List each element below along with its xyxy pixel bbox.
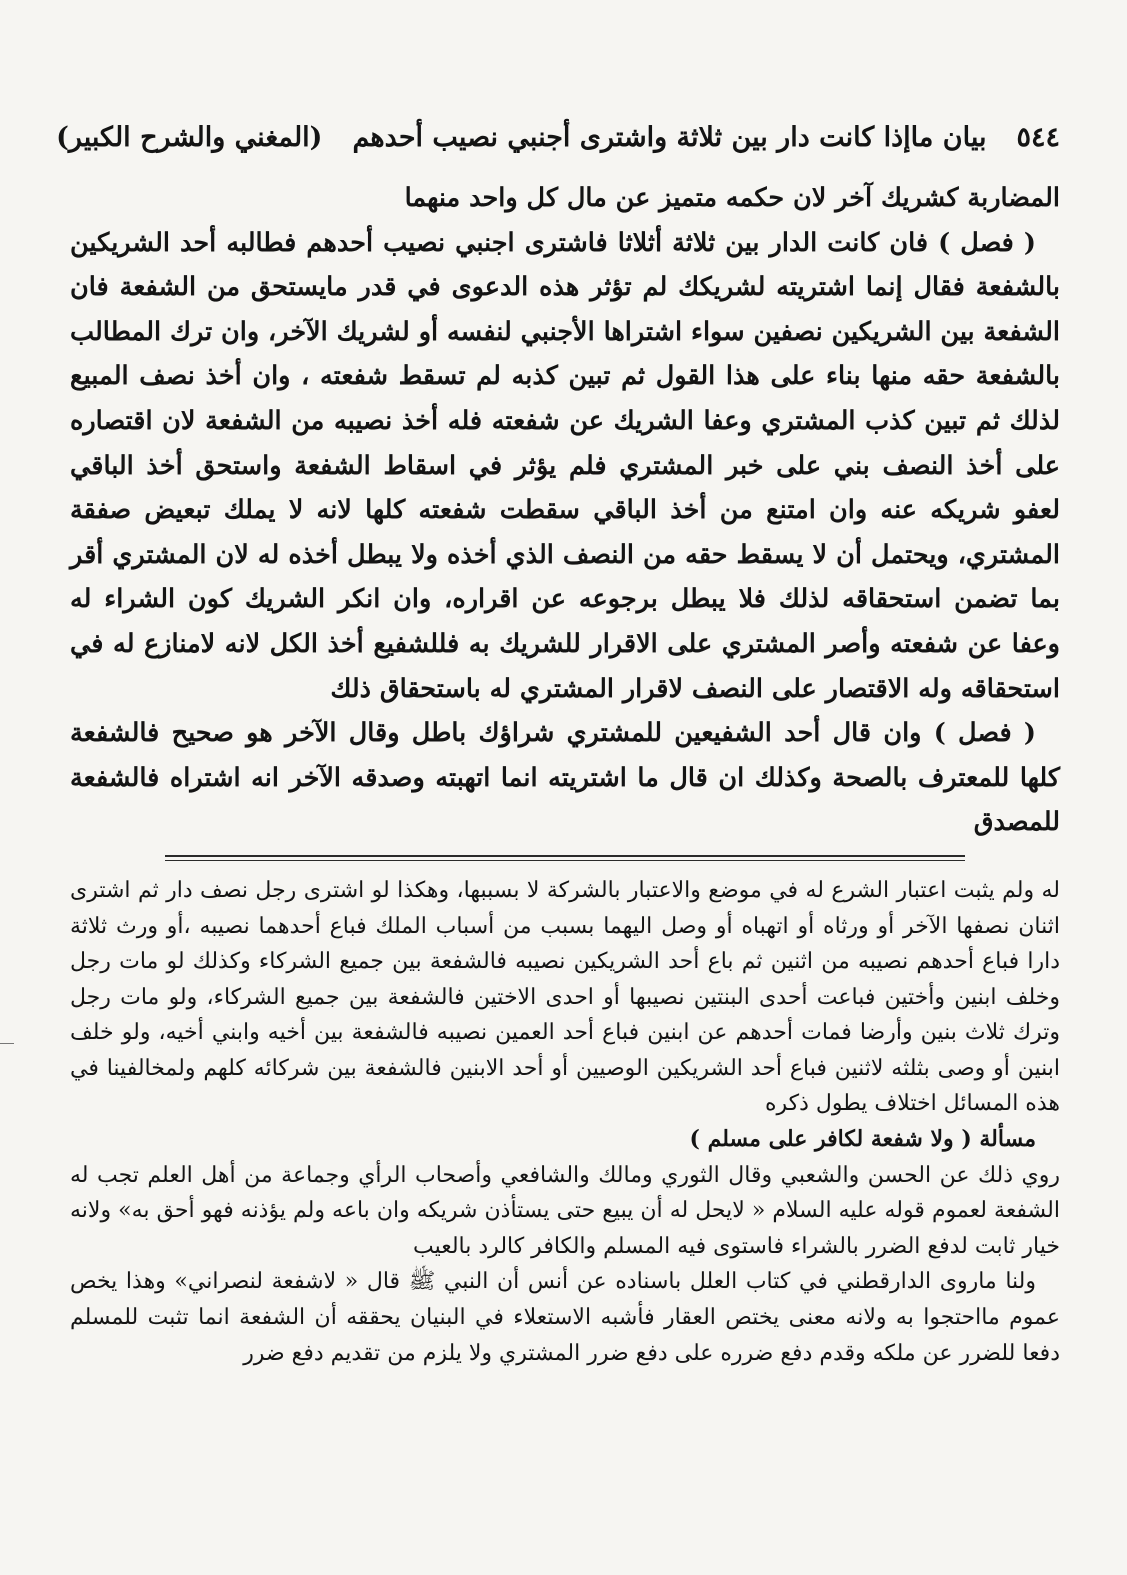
- main-paragraph: ( فصل ) فان كانت الدار بين ثلاثة أثلاثا فاشترى اجنبي نصيب أحدهم فطالبه أحد الشريكين بالشفعة فقال إنما اشتريته لشريكك لم تؤثر هذه الدعوى في قدر مايستحق من الشفعة فان الشفعة بين الشريكين نصفين سواء اشتراها الأجنبي لنفسه أو لشريك الآخر، وان ترك المطالب بالشفعة حقه منها بناء على هذا القول ثم تبين كذبه لم تسقط شفعته ، وان أخذ نصف المبيع لذلك ثم تبين كذب المشتري وعفا الشريك عن شفعته فله أخذ نصيبه من الشفعة لان اقتصاره على أخذ النصف بني على خبر المشتري فلم يؤثر في اسقاط الشفعة واستحق أخذ الباقي لعفو شريكه عنه وان امتنع من أخذ الباقي سقطت شفعته كلها لانه لا يملك تبعيض صفقة المشتري، ويحتمل أن لا يسقط حقه من النصف الذي أخذه ولا يبطل أخذه له لان المشتري أقر بما تضمن استحقاقه لذلك فلا يبطل برجوعه عن اقراره، وان انكر الشريك كون الشراء له وعفا عن شفعته وأصر المشتري على الاقرار للشريك به فللشفيع أخذ الكل لانه لامنازع له في استحقاقه وله الاقتصار على النصف لاقرار المشتري له باستحقاق ذلك: [70, 227, 1060, 704]
- book-page: [56, 108, 1060, 1371]
- commentary-paragraph: روي ذلك عن الحسن والشعبي وقال الثوري ومالك والشافعي وأصحاب الرأي وجماعة من أهل العلم تجب له الشفعة لعموم قوله عليه السلام « لايحل له أن يبيع حتى يستأذن شريكه وان باعه ولم يؤذنه فهو أحق به» ولانه خيار ثابت لدفع الضرر بالشراء فاستوى فيه المسلم والكافر كالرد بالعيب: [70, 1162, 1060, 1259]
- commentary-paragraph: ولنا ماروى الدارقطني في كتاب العلل باسناده عن أنس أن النبي ﷺ قال « لاشفعة لنصراني» وهذا يخص عموم مااحتجوا به ولانه معنى يختص العقار فأشبه الاستعلاء في البنيان يحققه أن الشفعة انما تثبت للمسلم دفعا للضرر عن ملكه وقدم دفع ضرره على دفع ضرر المشتري ولا يلزم من تقديم دفع ضرر: [70, 1269, 1060, 1366]
- scan-margin-mark: [0, 1043, 14, 1044]
- main-paragraph: ( فصل ) وان قال أحد الشفيعين للمشتري شراؤك باطل وقال الآخر هو صحيح فالشفعة كلها للمعترف بالصحة وكذلك ان قال ما اشتريته انما اتهبته وصدقه الآخر انه اشتراه فالشفعة للمصدق: [70, 718, 1060, 838]
- chapter-title: بيان ماإذا كانت دار بين ثلاثة واشترى أجنبي نصيب أحدهم: [352, 122, 987, 153]
- commentary-text: [70, 873, 1060, 1371]
- page-number: ٥٤٤: [1016, 122, 1060, 153]
- main-text: [70, 176, 1060, 845]
- running-header: [56, 108, 1060, 168]
- main-paragraph: المضاربة كشريك آخر لان حكمه متميز عن مال كل واحد منهما: [404, 183, 1060, 213]
- masala-heading: مسألة ( ولا شفعة لكافر على مسلم ): [689, 1126, 1036, 1153]
- commentary-paragraph: له ولم يثبت اعتبار الشرع له في موضع والاعتبار بالشركة لا بسببها، وهكذا لو اشترى رجل نصف دار ثم اشترى اثنان نصفها الآخر أو ورثاه أو اتهباه أو وصل اليهما بسبب من أسباب الملك فباع أحدهما نصيبه ،أو ورث ثلاثة دارا فباع أحدهم نصيبه من اثنين ثم باع أحد الشريكين نصيبه فالشفعة بين جميع الشركاء وكذلك لو مات رجل وخلف ابنين وأختين فباعت أحدى البنتين نصيبها أو احدى الاختين فالشفعة بين جميع الشركاء، ولو مات رجل وترك ثلاث بنين وأرضا فمات أحدهم عن ابنين فباع أحد العمين نصيبه فالشفعة بين أخيه وابني أخيه، ولو خلف ابنين أو وصى بثلثه لاثنين فباع أحد الشريكين الوصيين أو أحد الابنين فالشفعة بين شركائه كلهم ولمخالفينا في هذه المسائل اختلاف يطول ذكره: [70, 877, 1060, 1117]
- book-title: (المغني والشرح الكبير): [56, 122, 323, 153]
- separator-rule: [165, 855, 965, 861]
